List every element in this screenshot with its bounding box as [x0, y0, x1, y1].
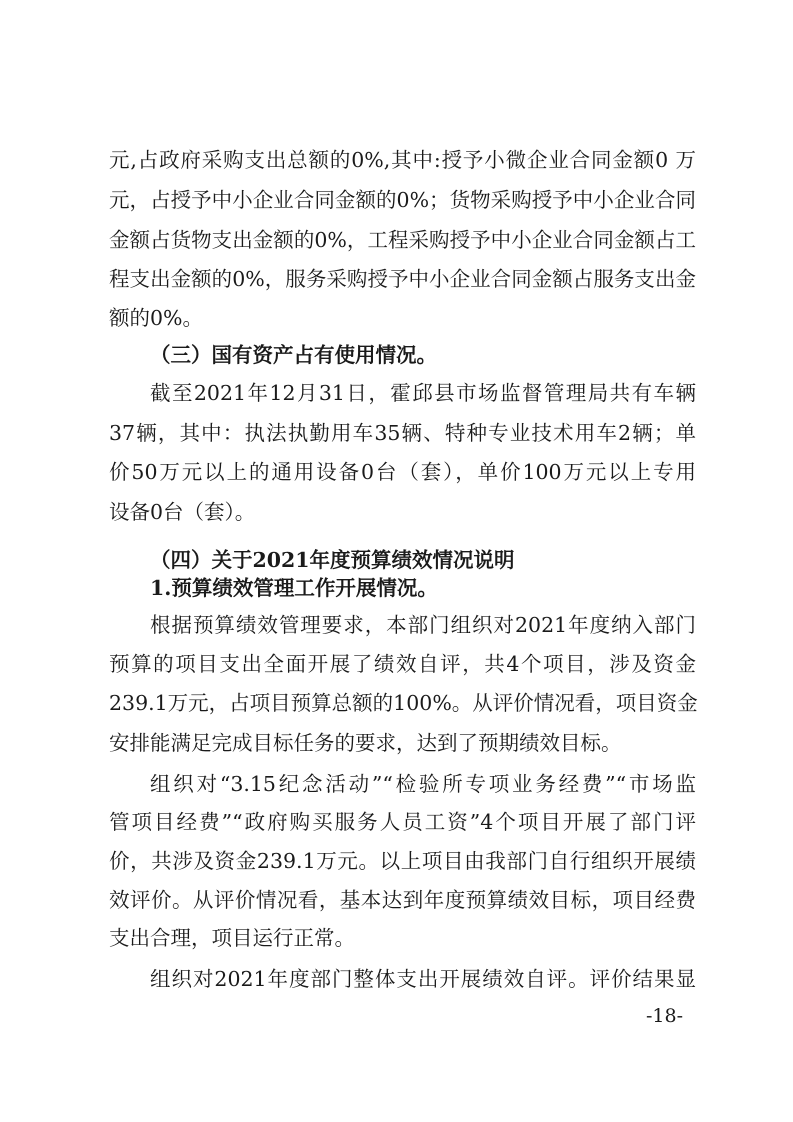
paragraph-line: 根据预算绩效管理要求，本部门组织对2021年度纳入部门 — [150, 613, 696, 637]
paragraph-line: 组织对2021年度部门整体支出开展绩效自评。评价结果显 — [150, 967, 696, 991]
paragraph-line: 安排能满足完成目标任务的要求，达到了预期绩效目标。 — [109, 731, 622, 755]
paragraph-line: 价，共涉及资金239.1万元。以上项目由我部门自行组织开展绩 — [109, 849, 696, 873]
section-heading: （三）国有资产占有使用情况。 — [150, 343, 437, 367]
paragraph-line: 程支出金额的0%，服务采购授予中小企业合同金额占服务支出金 — [109, 267, 696, 291]
paragraph-line: 元，占授予中小企业合同金额的0%；货物采购授予中小企业合同 — [109, 188, 696, 212]
paragraph-line: 金额占货物支出金额的0%，工程采购授予中小企业合同金额占工 — [109, 228, 696, 252]
paragraph-line: 额的0%。 — [109, 306, 204, 330]
paragraph-line: 239.1万元，占项目预算总额的100%。从评价情况看，项目资金 — [109, 691, 698, 715]
paragraph-line: 支出合理，项目运行正常。 — [109, 926, 355, 950]
paragraph-line: 管项目经费”“政府购买服务人员工资”4个项目开展了部门评 — [109, 810, 696, 834]
section-heading: （四）关于2021年度预算绩效情况说明 — [150, 548, 515, 572]
paragraph-line: 组织对“3.15纪念活动”“检验所专项业务经费”“市场监 — [150, 772, 696, 796]
paragraph-line: 37辆，其中：执法执勤用车35辆、特种专业技术用车2辆；单 — [109, 421, 696, 445]
page-number: -18- — [646, 1005, 684, 1027]
paragraph-line: 价50万元以上的通用设备0台（套），单价100万元以上专用 — [109, 460, 696, 484]
paragraph-line: 截至2021年12月31日，霍邱县市场监督管理局共有车辆 — [150, 381, 696, 405]
subsection-heading: 1.预算绩效管理工作开展情况。 — [150, 576, 438, 600]
paragraph-line: 效评价。从评价情况看，基本达到年度预算绩效目标，项目经费 — [109, 888, 696, 912]
paragraph-line: 预算的项目支出全面开展了绩效自评，共4个项目，涉及资金 — [109, 652, 696, 676]
paragraph-line: 元,占政府采购支出总额的0%,其中:授予小微企业合同金额0 万 — [109, 148, 696, 172]
paragraph-line: 设备0台（套）。 — [109, 500, 256, 524]
